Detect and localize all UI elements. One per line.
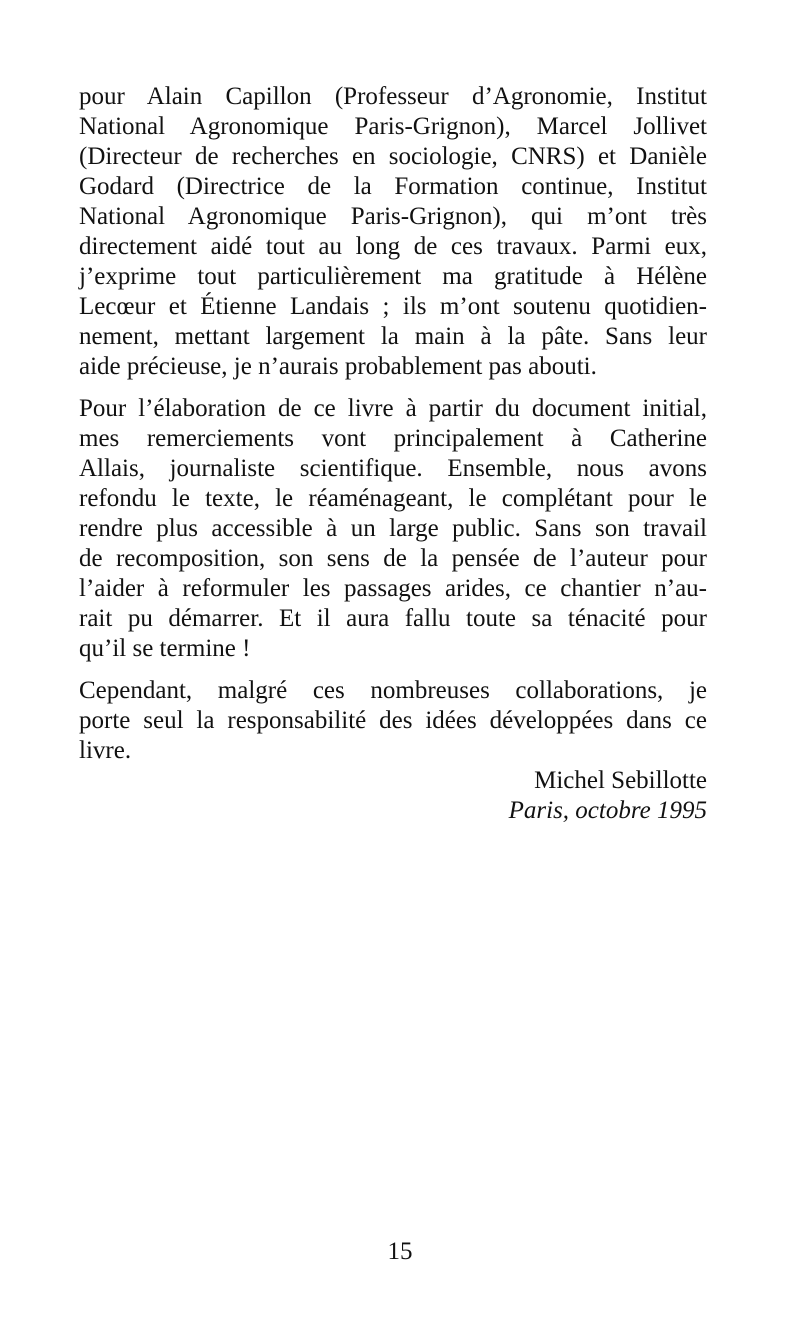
text-line: qu’il se termine ! [79, 635, 251, 662]
paragraph-acknowledgements [79, 82, 707, 382]
text-line: nement, mettant largement la main à la pâte. Sans leur [79, 323, 707, 350]
text-line: Lecœur et Étienne Landais ; ils m’ont soutenu quotidien- [79, 293, 707, 320]
text-line: de recomposition, son sens de la pensée de l’auteur pour [79, 545, 707, 572]
text-line: Godard (Directrice de la Formation continue, Institut [79, 173, 707, 200]
text-line: National Agronomique Paris-Grignon), qui m’ont très [79, 203, 707, 230]
text-line: Pour l’élaboration de ce livre à partir du document initial, [79, 395, 707, 422]
text-line: l’aider à reformuler les passages arides, ce chantier n’au- [79, 575, 707, 602]
text-line: aide précieuse, je n’aurais probablement pas abouti. [79, 353, 597, 380]
signature-place-date: Paris, octobre 1995 [508, 797, 707, 824]
signature-block [79, 766, 707, 826]
text-line: livre. [79, 737, 132, 764]
page-number: 15 [387, 1238, 413, 1265]
text-line: directement aidé tout au long de ces travaux. Parmi eux, [79, 233, 707, 260]
text-line: Cependant, malgré ces nombreuses collaborations, je [79, 677, 707, 704]
text-line: mes remerciements vont principalement à Catherine [79, 425, 707, 452]
text-line: pour Alain Capillon (Professeur d’Agronomie, Institut [79, 83, 707, 110]
text-line: refondu le texte, le réaménageant, le complétant pour le [79, 485, 707, 512]
paragraph-book-preparation [79, 394, 707, 664]
page-body [79, 82, 707, 826]
text-line: (Directeur de recherches en sociologie, CNRS) et Danièle [79, 143, 707, 170]
text-line: j’exprime tout particulièrement ma gratitude à Hélène [79, 263, 707, 290]
paragraph-responsibility [79, 676, 707, 766]
text-line: porte seul la responsabilité des idées développées dans ce [79, 707, 707, 734]
text-line: Allais, journaliste scientifique. Ensemble, nous avons [79, 455, 707, 482]
text-line: National Agronomique Paris-Grignon), Marcel Jollivet [79, 113, 707, 140]
text-line: rait pu démarrer. Et il aura fallu toute sa ténacité pour [79, 605, 707, 632]
text-line: rendre plus accessible à un large public. Sans son travail [79, 515, 707, 542]
signature-author: Michel Sebillotte [534, 767, 707, 794]
